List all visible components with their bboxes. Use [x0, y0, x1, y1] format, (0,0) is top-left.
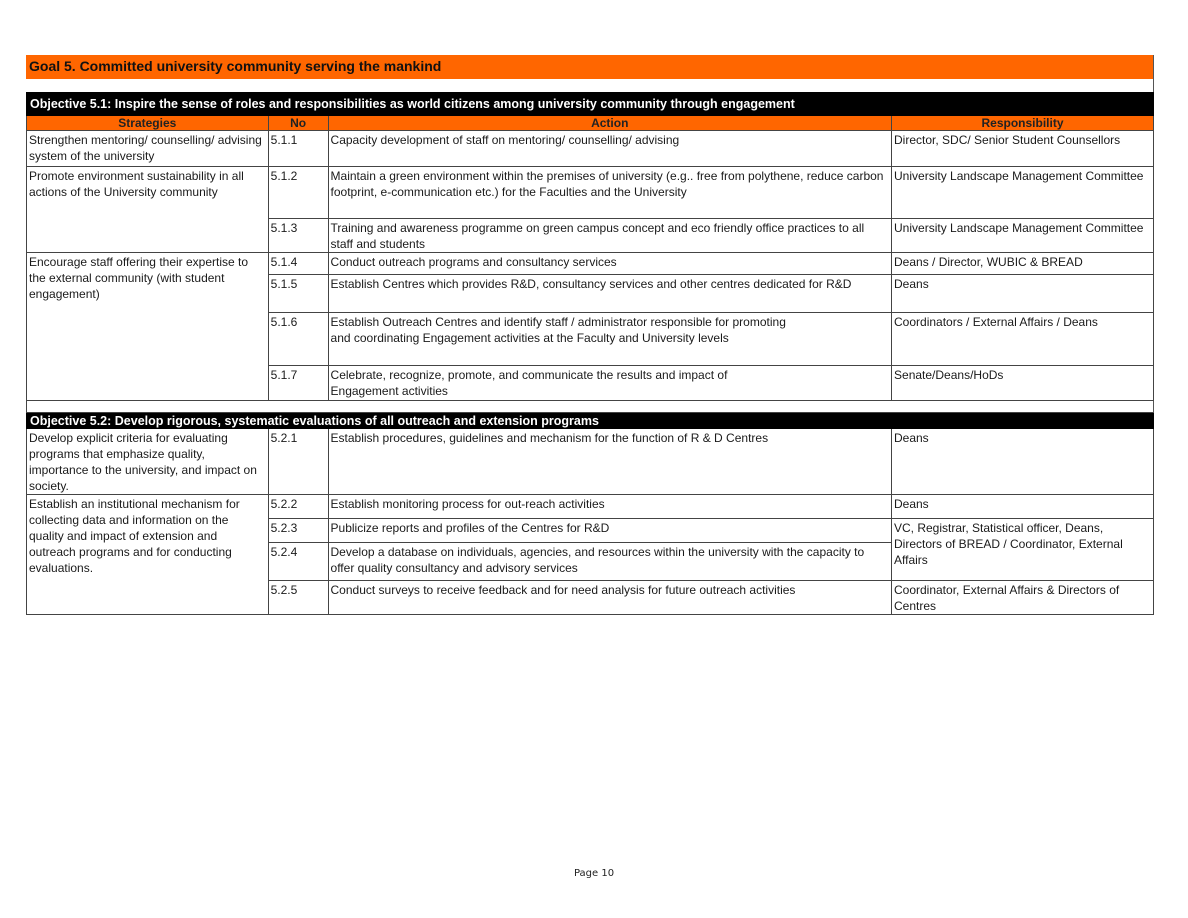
objective-header	[27, 414, 1154, 429]
responsibility-cell: VC, Registrar, Statistical officer, Deans, Directors of BREAD / Coordinator, External Affairs	[891, 519, 1153, 581]
table-row	[27, 131, 1154, 167]
col-responsibility: Responsibility	[892, 116, 1154, 131]
no-cell: 5.2.4	[268, 543, 328, 581]
action-cell: Capacity development of staff on mentoring/ counselling/ advising	[328, 131, 891, 167]
table-row	[27, 429, 1154, 495]
action-cell: Establish Centres which provides R&D, consultancy services and other centres dedicated for R&D	[328, 275, 891, 313]
action-cell: Establish Outreach Centres and identify staff / administrator responsible for promoting and coordinating Engagement activities at the Faculty and University levels	[328, 313, 891, 366]
strategy-cell: Promote environment sustainability in all actions of the University community	[27, 167, 269, 253]
goal-title: Goal 5. Committed university community serving the mankind	[26, 55, 1154, 79]
responsibility-cell: Deans	[892, 275, 1154, 313]
action-cell: Celebrate, recognize, promote, and communicate the results and impact of Engagement activities	[328, 366, 891, 401]
no-cell: 5.1.7	[268, 366, 328, 401]
spacer	[26, 401, 1154, 413]
responsibility-cell: Director, SDC/ Senior Student Counsellors	[892, 131, 1154, 167]
strategy-cell: Establish an institutional mechanism for collecting data and information on the quality and impact of extension and outreach programs and for conducting evaluations.	[27, 495, 269, 615]
responsibility-cell: University Landscape Management Committee	[892, 167, 1154, 219]
action-cell: Maintain a green environment within the premises of university (e.g.. free from polythene, reduce carbon footprint, e-communication etc.) for the Faculties and the University	[328, 167, 891, 219]
action-cell: Establish procedures, guidelines and mechanism for the function of R & D Centres	[328, 429, 891, 495]
responsibility-cell: Deans / Director, WUBIC & BREAD	[892, 253, 1154, 275]
responsibility-cell: Deans	[891, 429, 1153, 495]
column-header-row	[27, 116, 1154, 131]
strategy-cell: Develop explicit criteria for evaluating programs that emphasize quality, importance to the university, and impact on society.	[27, 429, 269, 495]
responsibility-cell: Coordinators / External Affairs / Deans	[892, 313, 1154, 366]
col-action: Action	[328, 116, 891, 131]
responsibility-cell: Deans	[891, 495, 1153, 519]
table-row	[27, 167, 1154, 219]
responsibility-cell: Senate/Deans/HoDs	[892, 366, 1154, 401]
responsibility-cell: University Landscape Management Committee	[892, 219, 1154, 253]
no-cell: 5.1.5	[268, 275, 328, 313]
action-cell: Training and awareness programme on green campus concept and eco friendly office practices to all staff and students	[328, 219, 891, 253]
objective-title: Objective 5.1: Inspire the sense of roles and responsibilities as world citizens among university community through engagement	[27, 93, 1154, 116]
spacer	[26, 79, 1154, 92]
page-number: Page 10	[573, 868, 615, 879]
plan-sheet	[26, 55, 1154, 615]
no-cell: 5.2.2	[268, 495, 328, 519]
strategy-cell: Strengthen mentoring/ counselling/ advising system of the university	[27, 131, 269, 167]
table-row	[27, 253, 1154, 275]
no-cell: 5.1.2	[268, 167, 328, 219]
no-cell: 5.2.3	[268, 519, 328, 543]
objective-5-1-table	[26, 92, 1154, 401]
action-cell: Conduct surveys to receive feedback and for need analysis for future outreach activities	[328, 581, 891, 615]
col-no: No	[268, 116, 328, 131]
no-cell: 5.1.6	[268, 313, 328, 366]
strategy-cell: Encourage staff offering their expertise to the external community (with student engagement)	[27, 253, 269, 401]
objective-title: Objective 5.2: Develop rigorous, systematic evaluations of all outreach and extension programs	[27, 414, 1154, 429]
action-cell: Conduct outreach programs and consultancy services	[328, 253, 891, 275]
objective-5-2-table	[26, 413, 1154, 615]
no-cell: 5.2.1	[268, 429, 328, 495]
action-cell: Develop a database on individuals, agencies, and resources within the university with the capacity to offer quality consultancy and advisory services	[328, 543, 891, 581]
no-cell: 5.1.3	[268, 219, 328, 253]
no-cell: 5.1.1	[268, 131, 328, 167]
col-strategies: Strategies	[27, 116, 269, 131]
no-cell: 5.1.4	[268, 253, 328, 275]
action-cell: Establish monitoring process for out-reach activities	[328, 495, 891, 519]
responsibility-cell: Coordinator, External Affairs & Directors of Centres	[891, 581, 1153, 615]
objective-header	[27, 93, 1154, 116]
table-row	[27, 495, 1154, 519]
action-cell: Publicize reports and profiles of the Centres for R&D	[328, 519, 891, 543]
no-cell: 5.2.5	[268, 581, 328, 615]
